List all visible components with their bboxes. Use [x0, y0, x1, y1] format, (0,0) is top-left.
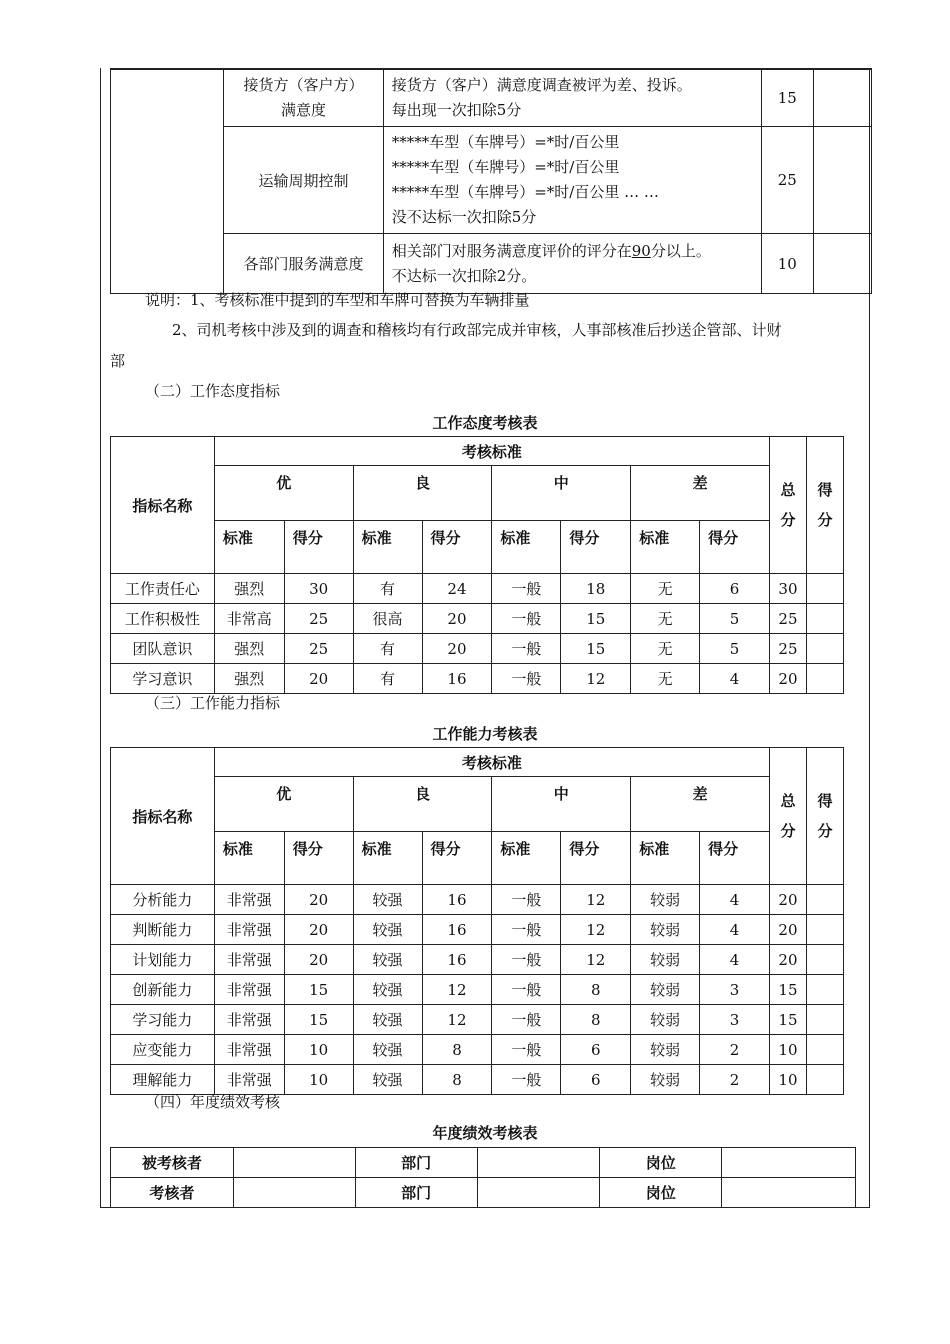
score-cell: 20 — [284, 915, 353, 945]
earned-score-cell — [813, 127, 871, 234]
standard-subheader: 标准 — [631, 832, 700, 885]
standard-cell: 有 — [353, 634, 422, 664]
grade-header: 中 — [492, 777, 631, 832]
total-header-char: 分 — [780, 822, 796, 840]
score-cell: 6 — [561, 1035, 631, 1065]
standard-cell: 强烈 — [214, 634, 284, 664]
score-cell: 12 — [561, 915, 631, 945]
assessor-value[interactable] — [233, 1178, 355, 1208]
indicator-name: 判断能力 — [111, 915, 215, 945]
indicator-name: 理解能力 — [111, 1065, 215, 1095]
earned-score-cell — [806, 574, 843, 604]
table-row — [111, 1005, 844, 1035]
earned-score-cell — [806, 945, 843, 975]
total-score: 25 — [770, 634, 807, 664]
category-cell — [111, 69, 224, 294]
standard-cell: 非常强 — [214, 945, 284, 975]
table-row — [111, 127, 872, 234]
standard-cell: 较弱 — [631, 915, 700, 945]
department-label: 部门 — [355, 1178, 477, 1208]
header-row — [111, 466, 844, 521]
earned-header — [806, 748, 843, 885]
standard-cell: 非常强 — [214, 1005, 284, 1035]
score-cell: 16 — [422, 945, 492, 975]
standard-cell: 有 — [353, 574, 422, 604]
score-cell: 20 — [422, 604, 492, 634]
standard-cell: 非常强 — [214, 975, 284, 1005]
weight-score: 10 — [761, 234, 813, 294]
score-cell: 3 — [700, 975, 770, 1005]
table-row — [111, 1035, 844, 1065]
standard-cell: 一般 — [492, 915, 561, 945]
weight-score: 15 — [761, 69, 813, 127]
score-cell: 5 — [700, 634, 770, 664]
threshold-value: 90 — [631, 241, 651, 260]
criteria-text: 相关部门对服务满意度评价的评分在 — [391, 241, 632, 260]
standard-cell: 较强 — [353, 885, 422, 915]
standard-subheader: 标准 — [492, 521, 561, 574]
standard-subheader: 标准 — [214, 521, 284, 574]
total-header — [770, 748, 807, 885]
score-cell: 16 — [422, 885, 492, 915]
grade-header: 中 — [492, 466, 631, 521]
criteria-line: *****车型（车牌号）=*时/百公里 — [391, 133, 620, 151]
criteria-line: *****车型（车牌号）=*时/百公里 — [391, 158, 620, 176]
standard-subheader: 标准 — [631, 521, 700, 574]
indicator-name: 学习能力 — [111, 1005, 215, 1035]
score-cell: 12 — [561, 945, 631, 975]
score-cell: 10 — [284, 1065, 353, 1095]
score-cell: 12 — [561, 664, 631, 694]
standard-subheader: 标准 — [353, 521, 422, 574]
standard-cell: 较弱 — [631, 1035, 700, 1065]
score-cell: 15 — [561, 604, 631, 634]
score-cell: 30 — [284, 574, 353, 604]
criteria-line: 每出现一次扣除5分 — [391, 101, 522, 119]
standard-cell: 无 — [631, 634, 700, 664]
indicator-name: 团队意识 — [111, 634, 215, 664]
standard-cell: 较强 — [353, 1065, 422, 1095]
criteria-line: 不达标一次扣除2分。 — [391, 266, 537, 285]
standard-cell: 较强 — [353, 1005, 422, 1035]
total-header-char: 分 — [780, 511, 796, 529]
grade-header: 差 — [631, 466, 770, 521]
standard-cell: 较弱 — [631, 945, 700, 975]
score-cell: 20 — [422, 634, 492, 664]
total-score: 20 — [770, 885, 807, 915]
header-row — [111, 748, 844, 777]
score-cell: 24 — [422, 574, 492, 604]
ability-table — [110, 747, 844, 1095]
total-score: 15 — [770, 975, 807, 1005]
earned-score-cell — [806, 1065, 843, 1095]
indicator-header: 指标名称 — [111, 748, 215, 885]
standard-cell: 较弱 — [631, 885, 700, 915]
grade-header: 优 — [214, 777, 353, 832]
indicator-name-line: 接货方（客户方） — [243, 76, 364, 94]
table-row — [111, 69, 872, 127]
earned-score-cell — [806, 634, 843, 664]
score-cell: 8 — [561, 975, 631, 1005]
note-1: 说明：1、考核标准中提到的车型和车牌可替换为车辆排量 — [145, 291, 530, 309]
score-cell: 10 — [284, 1035, 353, 1065]
score-cell: 20 — [284, 885, 353, 915]
table-row — [111, 664, 844, 694]
earned-score-cell — [806, 1035, 843, 1065]
score-cell: 18 — [561, 574, 631, 604]
indicator-name — [224, 69, 383, 127]
table-row — [111, 604, 844, 634]
standard-subheader: 标准 — [353, 832, 422, 885]
weight-score: 25 — [761, 127, 813, 234]
score-cell: 4 — [700, 885, 770, 915]
ability-rows — [111, 885, 844, 1095]
indicator-name: 应变能力 — [111, 1035, 215, 1065]
indicator-header: 指标名称 — [111, 437, 215, 574]
score-cell: 15 — [284, 1005, 353, 1035]
score-cell: 8 — [422, 1035, 492, 1065]
standard-cell: 较弱 — [631, 975, 700, 1005]
indicator-name: 工作责任心 — [111, 574, 215, 604]
indicator-name-line: 满意度 — [280, 101, 326, 119]
earned-score-cell — [813, 69, 871, 127]
table-row — [111, 915, 844, 945]
score-cell: 2 — [700, 1035, 770, 1065]
criteria-cell — [383, 69, 761, 127]
standard-cell: 一般 — [492, 634, 561, 664]
annual-table — [110, 1147, 856, 1208]
standard-cell: 一般 — [492, 664, 561, 694]
driver-kpi-table — [110, 68, 872, 294]
score-cell: 4 — [700, 664, 770, 694]
position-label: 岗位 — [600, 1148, 722, 1178]
table-row — [111, 945, 844, 975]
score-cell: 25 — [284, 634, 353, 664]
annual-table-title: 年度绩效考核表 — [432, 1124, 538, 1142]
score-subheader: 得分 — [700, 832, 770, 885]
total-score: 30 — [770, 574, 807, 604]
criteria-line: 没不达标一次扣除5分 — [391, 208, 537, 226]
table-row — [111, 1178, 856, 1208]
indicator-name: 计划能力 — [111, 945, 215, 975]
attitude-section-heading: （二）工作态度指标 — [145, 382, 281, 400]
attitude-rows — [111, 574, 844, 694]
standard-cell: 较强 — [353, 1035, 422, 1065]
standard-cell: 无 — [631, 604, 700, 634]
position-value[interactable] — [722, 1148, 856, 1178]
standard-cell: 一般 — [492, 604, 561, 634]
assessor-label: 考核者 — [111, 1178, 234, 1208]
earned-header-char: 得 — [817, 481, 833, 499]
earned-header — [806, 437, 843, 574]
standard-cell: 较弱 — [631, 1005, 700, 1035]
earned-header-char: 分 — [817, 822, 833, 840]
standard-cell: 较强 — [353, 975, 422, 1005]
score-subheader: 得分 — [284, 832, 353, 885]
position-value[interactable] — [722, 1178, 856, 1208]
score-cell: 6 — [561, 1065, 631, 1095]
standard-subheader: 标准 — [214, 832, 284, 885]
department-value[interactable] — [477, 1148, 600, 1178]
standard-cell: 一般 — [492, 885, 561, 915]
standard-cell: 有 — [353, 664, 422, 694]
standard-cell: 较强 — [353, 915, 422, 945]
score-subheader: 得分 — [561, 832, 631, 885]
table-row — [111, 885, 844, 915]
score-cell: 12 — [561, 885, 631, 915]
total-header-char: 总 — [780, 792, 796, 810]
score-subheader: 得分 — [561, 521, 631, 574]
grade-header: 良 — [353, 466, 492, 521]
grade-header: 良 — [353, 777, 492, 832]
assessee-value[interactable] — [233, 1148, 355, 1178]
criteria-cell — [383, 234, 761, 294]
score-cell: 3 — [700, 1005, 770, 1035]
score-cell: 4 — [700, 945, 770, 975]
standard-cell: 非常强 — [214, 1035, 284, 1065]
criteria-text: 分以上。 — [650, 241, 711, 260]
table-row — [111, 234, 872, 294]
grade-header: 优 — [214, 466, 353, 521]
earned-score-cell — [806, 664, 843, 694]
assessee-label: 被考核者 — [111, 1148, 234, 1178]
standard-group-header: 考核标准 — [214, 437, 769, 466]
score-cell: 15 — [284, 975, 353, 1005]
header-row — [111, 521, 844, 574]
total-header-char: 总 — [780, 481, 796, 499]
table-row — [111, 634, 844, 664]
total-score: 10 — [770, 1035, 807, 1065]
standard-cell: 较弱 — [631, 1065, 700, 1095]
position-label: 岗位 — [600, 1178, 722, 1208]
attitude-table — [110, 436, 844, 694]
score-subheader: 得分 — [284, 521, 353, 574]
score-cell: 20 — [284, 945, 353, 975]
earned-score-cell — [813, 234, 871, 294]
score-cell: 20 — [284, 664, 353, 694]
standard-cell: 强烈 — [214, 664, 284, 694]
standard-cell: 很高 — [353, 604, 422, 634]
total-score: 15 — [770, 1005, 807, 1035]
score-cell: 16 — [422, 915, 492, 945]
indicator-name: 运输周期控制 — [224, 127, 383, 234]
indicator-name: 各部门服务满意度 — [224, 234, 383, 294]
score-subheader: 得分 — [422, 521, 492, 574]
note-2: 2、司机考核中涉及到的调查和稽核均有行政部完成并审核，人事部核准后抄送企管部、计财 — [172, 321, 782, 339]
criteria-line — [392, 239, 753, 264]
score-cell: 8 — [561, 1005, 631, 1035]
standard-cell: 较强 — [353, 945, 422, 975]
standard-cell: 非常强 — [214, 885, 284, 915]
total-score: 20 — [770, 664, 807, 694]
indicator-name: 学习意识 — [111, 664, 215, 694]
header-row — [111, 832, 844, 885]
table-row — [111, 574, 844, 604]
standard-cell: 无 — [631, 574, 700, 604]
indicator-name: 工作积极性 — [111, 604, 215, 634]
score-cell: 6 — [700, 574, 770, 604]
score-subheader: 得分 — [422, 832, 492, 885]
standard-cell: 非常强 — [214, 915, 284, 945]
total-score: 10 — [770, 1065, 807, 1095]
total-score: 20 — [770, 945, 807, 975]
criteria-line: *****车型（车牌号）=*时/百公里 … … — [391, 183, 659, 201]
standard-cell: 一般 — [492, 1065, 561, 1095]
grade-header: 差 — [631, 777, 770, 832]
ability-section-heading: （三）工作能力指标 — [145, 694, 281, 712]
standard-cell: 一般 — [492, 1035, 561, 1065]
header-row — [111, 437, 844, 466]
earned-header-char: 得 — [817, 792, 833, 810]
earned-header-char: 分 — [817, 511, 833, 529]
standard-cell: 非常强 — [214, 1065, 284, 1095]
score-cell: 2 — [700, 1065, 770, 1095]
score-cell: 8 — [422, 1065, 492, 1095]
note-2-continued: 部 — [110, 352, 126, 370]
standard-cell: 非常高 — [214, 604, 284, 634]
standard-group-header: 考核标准 — [214, 748, 769, 777]
standard-cell: 一般 — [492, 574, 561, 604]
total-score: 25 — [770, 604, 807, 634]
standard-cell: 无 — [631, 664, 700, 694]
criteria-line: 接货方（客户）满意度调查被评为差、投诉。 — [391, 76, 692, 94]
score-subheader: 得分 — [700, 521, 770, 574]
table-row — [111, 1065, 844, 1095]
score-cell: 4 — [700, 915, 770, 945]
earned-score-cell — [806, 1005, 843, 1035]
table-row — [111, 1148, 856, 1178]
header-row — [111, 777, 844, 832]
standard-cell: 一般 — [492, 975, 561, 1005]
total-score: 20 — [770, 915, 807, 945]
score-cell: 5 — [700, 604, 770, 634]
table-row — [111, 975, 844, 1005]
criteria-cell — [383, 127, 761, 234]
score-cell: 16 — [422, 664, 492, 694]
score-cell: 12 — [422, 975, 492, 1005]
indicator-name: 创新能力 — [111, 975, 215, 1005]
standard-subheader: 标准 — [492, 832, 561, 885]
earned-score-cell — [806, 885, 843, 915]
department-label: 部门 — [355, 1148, 477, 1178]
score-cell: 12 — [422, 1005, 492, 1035]
indicator-name: 分析能力 — [111, 885, 215, 915]
department-value[interactable] — [477, 1178, 600, 1208]
earned-score-cell — [806, 604, 843, 634]
standard-cell: 一般 — [492, 945, 561, 975]
earned-score-cell — [806, 975, 843, 1005]
standard-cell: 一般 — [492, 1005, 561, 1035]
earned-score-cell — [806, 915, 843, 945]
total-header — [770, 437, 807, 574]
standard-cell: 强烈 — [214, 574, 284, 604]
score-cell: 15 — [561, 634, 631, 664]
ability-table-title: 工作能力考核表 — [432, 725, 538, 743]
annual-section-heading: （四）年度绩效考核 — [145, 1093, 281, 1111]
attitude-table-title: 工作态度考核表 — [432, 414, 538, 432]
score-cell: 25 — [284, 604, 353, 634]
